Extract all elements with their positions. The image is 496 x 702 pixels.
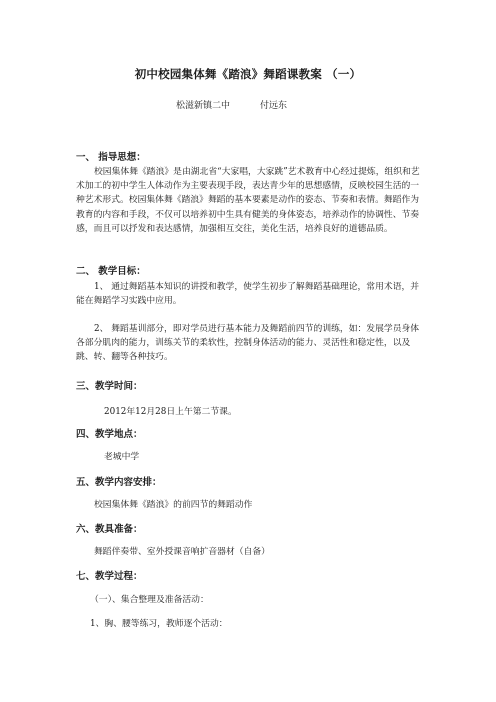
author-school: 松滋新镇二中 [176,101,231,111]
section-heading-teaching-time: 三、教学时间： [76,381,143,392]
section-body-guiding-ideology: 校园集体舞《踏浪》是由湖北省“大家唱，大家跳”艺术教育中心经过提炼，组织和艺术加工的初中学生人体动作为主要表现手段，表达青少年的思想感情，反映校园生活的一种艺术形式。校园集体舞《踏浪》舞蹈的基本要素是动作的姿态、节奏和表情。舞蹈作为教育的内容和手段，不仅可以培养初中生具有健美的身体姿态，培养动作的协调性、节奏感，而且可以抒发和表达感情，加强相互交往，美化生活，培养良好的道德品质。 [76,167,420,234]
section-heading-teaching-aids: 六、教具准备： [76,524,143,535]
teaching-aids-value: 舞蹈伴奏带、室外授课音响扩音器材（自备） [94,547,270,557]
section-heading-teaching-process: 七、教学过程： [76,571,143,582]
teaching-location-value: 老城中学 [104,452,140,462]
section-heading-teaching-goals: 二、 教学目标： [76,266,146,277]
section-heading-guiding-ideology: 一、 指导思想： [76,152,146,163]
teaching-process-line: 1、胸、腰等练习，教师逐个活动： [90,619,228,629]
teaching-time-value: 2012年12月28日上午第二节课。 [104,407,237,417]
author-name: 付远东 [260,101,288,111]
teaching-process-line: （一）、集合整理及准备活动： [90,595,209,605]
teaching-goal-item: 2、 舞蹈基训部分，即对学员进行基本能力及舞蹈前四节的训练，如：发展学员身体各部分肌肉的能力，训练关节的柔软性，控制身体活动的能力、灵活性和稳定性，以及跳、转、翻等各种技巧。 [76,324,420,363]
section-heading-content-arrangement: 五、教学内容安排： [76,477,162,488]
content-arrangement-value: 校园集体舞《踏浪》的前四节的舞蹈动作 [94,500,253,510]
teaching-goal-item: 1、 通过舞蹈基本知识的讲授和教学，使学生初步了解舞蹈基础理论，常用术语，并能在舞蹈学习实践中应用。 [76,282,420,307]
document-title: 初中校园集体舞《踏浪》舞蹈课教案 （一） [134,67,362,81]
section-heading-teaching-location: 四、教学地点： [76,429,143,440]
